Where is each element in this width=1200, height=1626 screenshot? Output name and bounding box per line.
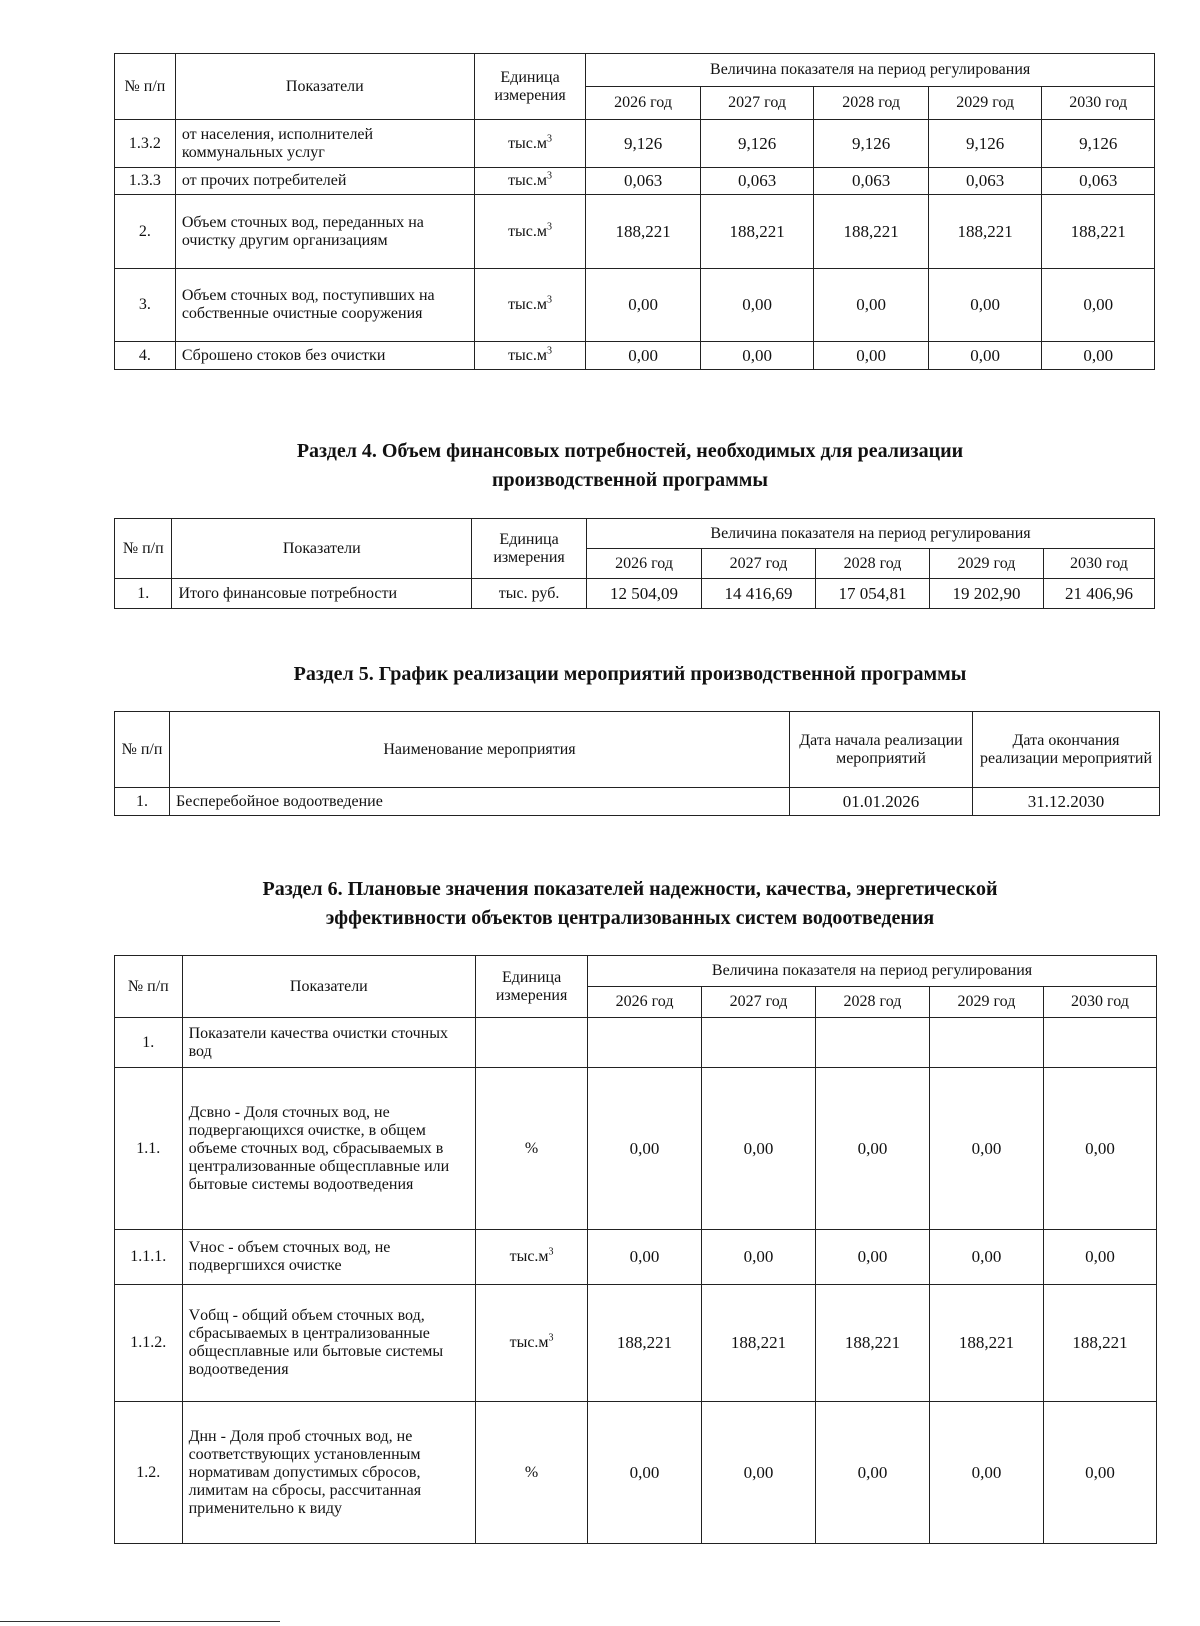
row-value: 0,063 [928, 168, 1042, 195]
row-value: 9,126 [700, 120, 814, 168]
row-unit: $тыс.м^3$ [474, 342, 585, 370]
row-value: 188,221 [929, 1285, 1043, 1402]
table-row [115, 342, 1155, 370]
header-start-date: Дата начала реализации мероприятий [790, 712, 973, 788]
row-name: Объем сточных вод, поступивших на собственные очистные сооружения [175, 269, 474, 342]
row-value: 188,221 [814, 195, 929, 269]
row-value: 0,00 [588, 1402, 702, 1544]
header-year: 2027 год [702, 549, 816, 579]
row-num: 1. [115, 1018, 183, 1068]
header-unit: Единица измерения [476, 956, 588, 1018]
row-unit: $тыс.м^3$ [474, 120, 585, 168]
row-value [702, 1018, 816, 1068]
row-value [815, 1018, 929, 1068]
section6-title-line1: Раздел 6. Плановые значения показателей надежности, качества, энергетической [262, 878, 998, 900]
row-value: 0,00 [702, 1402, 816, 1544]
row-value: 0,00 [702, 1230, 816, 1285]
row-unit: $тыс.м^3$ [474, 269, 585, 342]
row-value: 188,221 [1042, 195, 1155, 269]
header-year: 2029 год [929, 549, 1043, 579]
header-year: 2030 год [1043, 987, 1156, 1018]
row-value: 21 406,96 [1043, 579, 1154, 609]
row-value: 0,00 [928, 342, 1042, 370]
header-indicators: Показатели [172, 519, 472, 579]
row-name: Дсвно - Доля сточных вод, не подвергающихся очистке, в общем объеме сточных вод, сбрасываемых в централизованные общесплавные или бытовые системы водоотведения [182, 1068, 476, 1230]
section4-title [0, 437, 1200, 495]
header-year: 2028 год [814, 87, 929, 120]
row-name: Vнос - объем сточных вод, не подвергшихся очистке [182, 1230, 476, 1285]
row-value: 0,00 [928, 269, 1042, 342]
header-period: Величина показателя на период регулирования [588, 956, 1157, 987]
row-value [1043, 1018, 1156, 1068]
header-year: 2027 год [702, 987, 816, 1018]
header-end-date: Дата окончания реализации мероприятий [973, 712, 1160, 788]
table-row [115, 1230, 1157, 1285]
table-row [115, 1285, 1157, 1402]
header-unit: Единица измерения [472, 519, 587, 579]
header-num: № п/п [115, 956, 183, 1018]
row-value: 0,00 [815, 1402, 929, 1544]
table-row [115, 120, 1155, 168]
table-row [115, 1068, 1157, 1230]
header-year: 2030 год [1043, 549, 1154, 579]
row-name: от населения, исполнителей коммунальных услуг [175, 120, 474, 168]
section6-title-line2: эффективности объектов централизованных систем водоотведения [325, 907, 935, 929]
row-value: 0,00 [929, 1230, 1043, 1285]
row-value: 17 054,81 [816, 579, 930, 609]
row-name: Бесперебойное водоотведение [170, 788, 790, 816]
volume-table [114, 53, 1155, 370]
row-value: 19 202,90 [929, 579, 1043, 609]
row-num: 1.1.2. [115, 1285, 183, 1402]
row-value [929, 1018, 1043, 1068]
header-indicators: Показатели [182, 956, 476, 1018]
row-value: 188,221 [702, 1285, 816, 1402]
row-name: Объем сточных вод, переданных на очистку другим организациям [175, 195, 474, 269]
header-year: 2029 год [929, 987, 1043, 1018]
header-year: 2026 год [588, 987, 702, 1018]
row-num: 2. [115, 195, 176, 269]
row-unit: % [476, 1402, 588, 1544]
row-name: Сброшено стоков без очистки [175, 342, 474, 370]
row-name: Итого финансовые потребности [172, 579, 472, 609]
section5-title-line1: Раздел 5. График реализации мероприятий производственной программы [293, 663, 967, 685]
row-value: 0,063 [1042, 168, 1155, 195]
row-value: 0,063 [586, 168, 701, 195]
header-year: 2030 год [1042, 87, 1155, 120]
row-value: 0,00 [702, 1068, 816, 1230]
row-value [588, 1018, 702, 1068]
schedule-table [114, 711, 1160, 816]
row-name: от прочих потребителей [175, 168, 474, 195]
row-unit: $тыс.м^3$ [474, 168, 585, 195]
row-value: 0,00 [929, 1068, 1043, 1230]
table-row [115, 168, 1155, 195]
row-value: 188,221 [588, 1285, 702, 1402]
header-indicators: Показатели [175, 54, 474, 120]
header-year: 2026 год [587, 549, 702, 579]
row-value: 188,221 [928, 195, 1042, 269]
row-value: 0,00 [588, 1068, 702, 1230]
page-bottom-divider [0, 1621, 280, 1622]
row-value: 188,221 [700, 195, 814, 269]
row-unit: % [476, 1068, 588, 1230]
table-row [115, 1018, 1157, 1068]
row-value: 188,221 [586, 195, 701, 269]
row-value: 0,00 [586, 342, 701, 370]
row-value: 9,126 [928, 120, 1042, 168]
finance-table [114, 518, 1155, 609]
header-num: № п/п [115, 54, 176, 120]
row-value: 0,00 [929, 1402, 1043, 1544]
table-row [115, 195, 1155, 269]
row-value: 0,00 [815, 1230, 929, 1285]
row-value: 0,00 [1043, 1402, 1156, 1544]
table-row [115, 788, 1160, 816]
row-value: 0,063 [814, 168, 929, 195]
row-num: 1.1. [115, 1068, 183, 1230]
row-name: Показатели качества очистки сточных вод [182, 1018, 476, 1068]
row-num: 1.3.2 [115, 120, 176, 168]
row-value: 9,126 [1042, 120, 1155, 168]
header-year: 2026 год [586, 87, 701, 120]
row-unit: $тыс.м^3$ [474, 195, 585, 269]
row-value: 0,00 [1042, 269, 1155, 342]
row-value: 0,00 [814, 269, 929, 342]
row-value: 0,00 [1043, 1230, 1156, 1285]
row-end-date: 31.12.2030 [973, 788, 1160, 816]
row-value: 0,00 [700, 269, 814, 342]
row-value: 0,00 [700, 342, 814, 370]
header-year: 2028 год [815, 987, 929, 1018]
row-value: 9,126 [586, 120, 701, 168]
row-name: Vобщ - общий объем сточных вод, сбрасываемых в централизованные общесплавные или бытовые системы водоотведения [182, 1285, 476, 1402]
row-num: 1. [115, 579, 172, 609]
row-name: Днн - Доля проб сточных вод, не соответствующих установленным нормативам допустимых сбросов, лимитам на сбросы, рассчитанная применительно к виду [182, 1402, 476, 1544]
row-value: 0,00 [814, 342, 929, 370]
row-value: 0,00 [815, 1068, 929, 1230]
header-unit: Единица измерения [474, 54, 585, 120]
table-row [115, 579, 1155, 609]
table-row [115, 1402, 1157, 1544]
row-num: 4. [115, 342, 176, 370]
row-value: 0,00 [588, 1230, 702, 1285]
table-row [115, 269, 1155, 342]
row-num: 3. [115, 269, 176, 342]
row-unit [476, 1018, 588, 1068]
header-period: Величина показателя на период регулирования [586, 54, 1155, 87]
row-value: 188,221 [815, 1285, 929, 1402]
row-unit: $тыс.м^3$ [476, 1230, 588, 1285]
row-num: 1.1.1. [115, 1230, 183, 1285]
row-num: 1.3.3 [115, 168, 176, 195]
row-unit: тыс. руб. [472, 579, 587, 609]
row-value: 188,221 [1043, 1285, 1156, 1402]
section5-title [0, 660, 1200, 689]
row-value: 14 416,69 [702, 579, 816, 609]
row-value: 0,00 [1042, 342, 1155, 370]
row-num: 1.2. [115, 1402, 183, 1544]
quality-table [114, 955, 1157, 1544]
row-unit: $тыс.м^3$ [476, 1285, 588, 1402]
header-num: № п/п [115, 712, 170, 788]
section4-title-line1: Раздел 4. Объем финансовых потребностей, необходимых для реализации [296, 440, 964, 462]
row-start-date: 01.01.2026 [790, 788, 973, 816]
header-year: 2029 год [928, 87, 1042, 120]
header-year: 2027 год [700, 87, 814, 120]
row-value: 0,00 [586, 269, 701, 342]
row-num: 1. [115, 788, 170, 816]
row-value: 0,063 [700, 168, 814, 195]
header-year: 2028 год [816, 549, 930, 579]
section4-title-line2: производственной программы [491, 469, 769, 491]
header-activity-name: Наименование мероприятия [170, 712, 790, 788]
row-value: 12 504,09 [587, 579, 702, 609]
header-num: № п/п [115, 519, 172, 579]
row-value: 9,126 [814, 120, 929, 168]
section6-title [0, 875, 1200, 933]
row-value: 0,00 [1043, 1068, 1156, 1230]
header-period: Величина показателя на период регулирования [587, 519, 1155, 549]
